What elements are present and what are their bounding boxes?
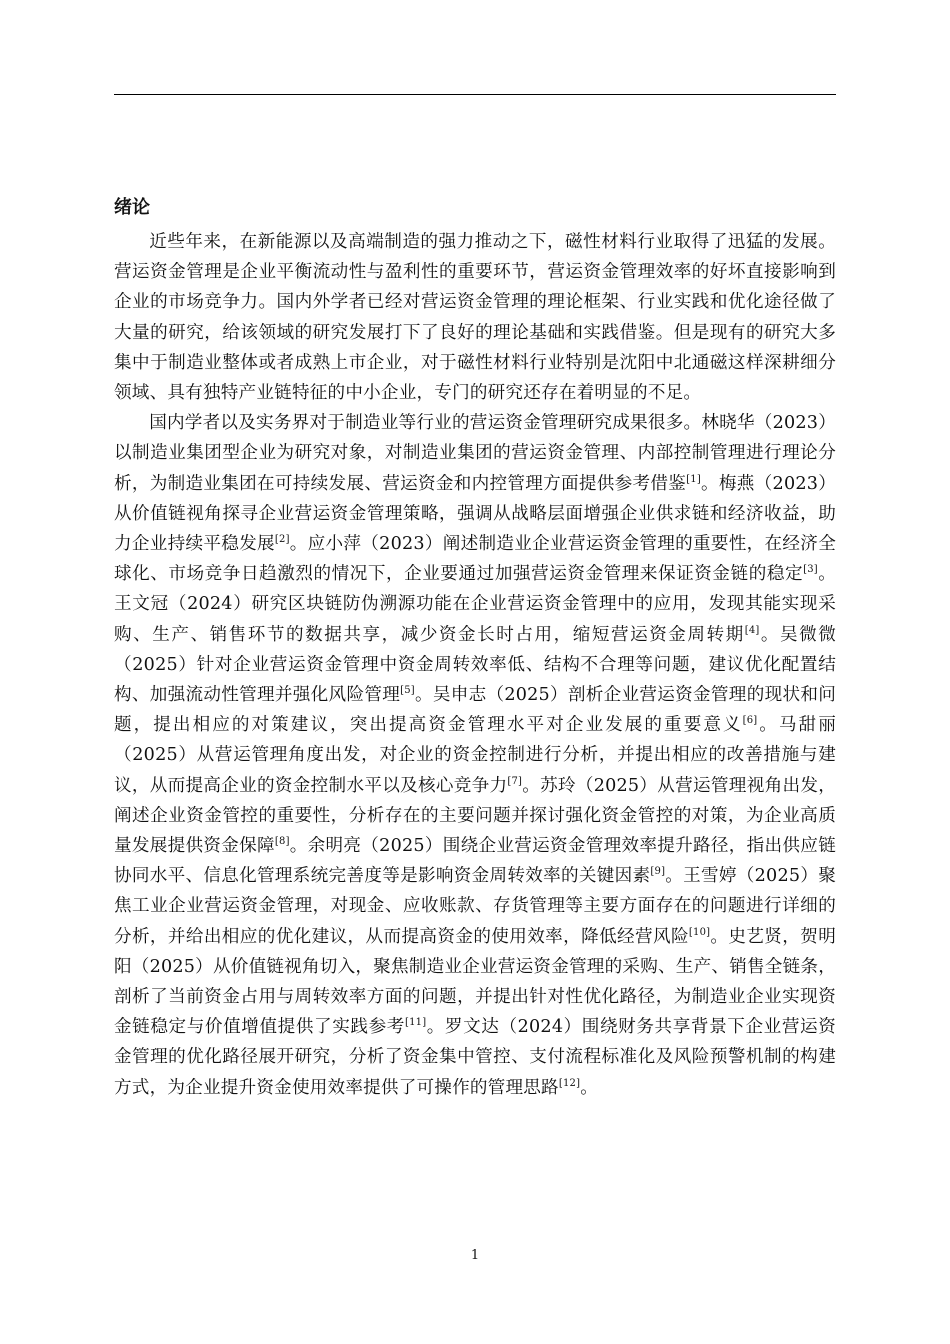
page-body (114, 193, 836, 1103)
body-paragraph (114, 408, 836, 1103)
paragraph-text: 。罗文达（2024）围绕财务共享背景下企业营运资金管理的优化路径展开研究，分析了资金集中管控、支付流程标准化及风险预警机制的构建方式，为企业提升资金使用效率提供了可操作的管理思路 (114, 1017, 837, 1098)
paragraphs (114, 227, 836, 1103)
paragraph-text: 。梅燕（2023）从价值链视角探寻企业营运资金管理策略，强调从战略层面增强企业供求链和经济收益，助力企业持续平稳发展 (114, 473, 837, 555)
paragraph-text: 。应小萍（2023）阐述制造业企业营运资金管理的重要性，在经济全球化、市场竞争日趋激烈的情况下，企业要通过加强营运资金管理来保证资金链的稳定 (114, 534, 836, 585)
section-title: 绪论 (114, 197, 150, 218)
paragraph-text: 。余明亮（2025）围绕企业营运资金管理效率提升路径，指出供应链协同水平、信息化管理系统完善度等是影响资金周转效率的关键因素 (114, 836, 836, 887)
body-paragraph (114, 227, 836, 408)
citation-marker: [7] (507, 775, 523, 787)
citation-marker: [9] (650, 866, 666, 878)
header-rule (114, 94, 836, 95)
page-number: 1 (470, 1248, 480, 1263)
paragraph-text: 。马甜丽（2025）从营运管理角度出发，对企业的资金控制进行分析，并提出相应的改善措施与建议，从而提高企业的资金控制水平以及核心竞争力 (114, 715, 836, 796)
paragraph-text: 。 (580, 1077, 598, 1098)
citation-marker: [12] (558, 1077, 581, 1089)
paragraph-text: 。吴申志（2025）剖析企业营运资金管理的现状和问题，提出相应的对策建议，突出提高资金管理水平对企业发展的重要意义 (114, 685, 837, 736)
paragraph-text: 。苏玲（2025）从营运管理视角出发，阐述企业资金管控的重要性，分析存在的主要问题并探讨强化资金管控的对策，为企业高质量发展提供资金保障 (114, 775, 837, 857)
citation-marker: [2] (274, 534, 290, 546)
citation-marker: [6] (742, 715, 758, 727)
paragraph-text: 。王文冠（2024）研究区块链防伪溯源功能在企业营运资金管理中的应用，发现其能实现采购、生产、销售环节的数据共享，减少资金长时占用，缩短营运资金周转期 (114, 564, 836, 645)
citation-marker: [10] (688, 926, 711, 938)
citation-marker: [4] (744, 624, 760, 636)
paragraph-text: 。吴微微（2025）针对企业营运资金管理中资金周转效率低、结构不合理等问题，建议优化配置结构、加强流动性管理并强化风险管理 (114, 624, 836, 706)
paragraph-text: 。史艺贤，贺明阳（2025）从价值链视角切入，聚焦制造业企业营运资金管理的采购、生产、销售全链条，剖析了当前资金占用与周转效率方面的问题，并提出针对性优化路径，为制造业企业实现资金链稳定与价值增值提供了实践参考 (114, 926, 836, 1038)
citation-marker: [3] (803, 564, 818, 576)
paragraph-text: 。王雪婷（2025）聚焦工业企业营运资金管理，对现金、应收账款、存货管理等主要方面存在的问题进行详细的分析，并给出相应的优化建议，从而提高资金的使用效率，降低经营风险 (114, 866, 836, 947)
paragraph-text: 国内学者以及实务界对于制造业等行业的营运资金管理研究成果很多。林晓华（2023）以制造业集团型企业为研究对象，对制造业集团的营运资金管理、内部控制管理进行理论分析，为制造业集团在可持续发展、营运资金和内控管理方面提供参考借鉴 (114, 413, 836, 494)
citation-marker: [8] (274, 836, 290, 848)
citation-marker: [11] (404, 1017, 427, 1029)
citation-marker: [5] (400, 685, 415, 697)
paragraph-text: 近些年来，在新能源以及高端制造的强力推动之下，磁性材料行业取得了迅猛的发展。营运资金管理是企业平衡流动性与盈利性的重要环节，营运资金管理效率的好坏直接影响到企业的市场竞争力。国内外学者已经对营运资金管理的理论框架、行业实践和优化途径做了大量的研究，给该领域的研究发展打下了良好的理论基础和实践借鉴。但是现有的研究大多集中于制造业整体或者成熟上市企业，对于磁性材料行业特别是沈阳中北通磁这样深耕细分领域、具有独特产业链特征的中小企业，专门的研究还存在着明显的不足。 (114, 232, 836, 404)
citation-marker: [1] (686, 473, 701, 485)
